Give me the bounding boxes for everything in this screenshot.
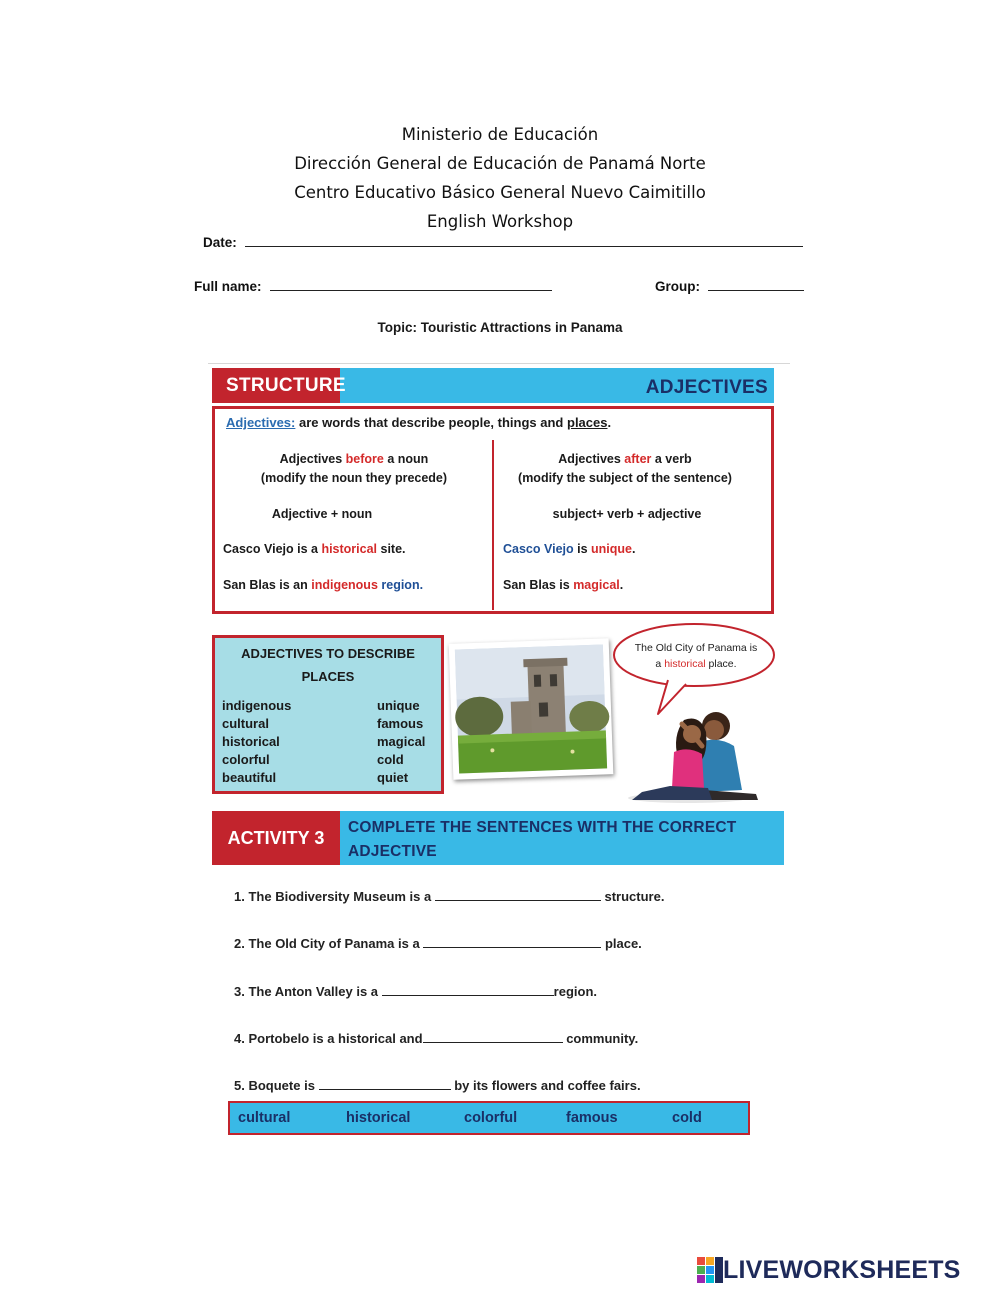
blank-5-input[interactable] (319, 1077, 451, 1090)
left-heading-c: a noun (383, 452, 429, 466)
definition-text (226, 415, 611, 430)
left-ex1-adjective: historical (321, 542, 378, 556)
list-item: cold (377, 752, 404, 767)
right-ex2-subject: San Blas (503, 578, 556, 592)
list-item: magical (377, 734, 426, 749)
right-heading-line (492, 450, 758, 469)
sentence-before: The Biodiversity Museum is a (248, 889, 432, 904)
word-bank (228, 1101, 750, 1135)
top-rule (208, 363, 790, 364)
liveworksheets-logo-text: LIVEWORKSHEETS (723, 1255, 961, 1284)
bubble-line-2 (618, 656, 774, 672)
sentence-number: 3. (234, 984, 245, 999)
institution-header (0, 120, 1000, 236)
right-example-1 (503, 542, 635, 556)
sentence-number: 5. (234, 1078, 245, 1093)
list-item: quiet (377, 770, 409, 785)
list-item: famous (377, 716, 424, 731)
right-example-2 (503, 578, 623, 592)
right-ex1-verb: is (573, 542, 592, 556)
date-row (203, 234, 803, 252)
adjectives-list-title (212, 642, 444, 688)
left-example-2 (223, 578, 423, 592)
list-item: colorful (222, 752, 270, 767)
liveworksheets-logo-icon (697, 1257, 723, 1283)
sentence-number: 1. (234, 889, 245, 904)
bubble-line2-c: place. (705, 658, 737, 670)
activity-label: ACTIVITY 3 (212, 811, 340, 865)
group-label: Group: (655, 279, 700, 294)
right-ex2-adjective: magical (573, 578, 620, 592)
date-label: Date: (203, 235, 237, 250)
structure-label: STRUCTURE (212, 368, 340, 403)
right-formula: subject+ verb + adjective (552, 507, 702, 521)
left-example-1 (223, 542, 406, 556)
header-school: Centro Educativo Básico General Nuevo Caimitillo (294, 183, 706, 202)
word-bank-item[interactable]: cold (672, 1110, 702, 1126)
left-ex2-a: San Blas is an (223, 578, 312, 592)
right-heading-after: after (624, 452, 652, 466)
sentence-3 (234, 983, 597, 999)
sentence-after: structure. (604, 889, 665, 904)
group-row (655, 278, 804, 296)
left-heading-before: before (345, 452, 384, 466)
sentence-after: place. (604, 936, 642, 951)
sentence-before: The Anton Valley is a (248, 984, 379, 999)
sentence-after: by its flowers and coffee fairs. (454, 1078, 641, 1093)
sentence-1 (234, 888, 664, 904)
sentence-number: 4. (234, 1031, 245, 1046)
right-ex1-adjective: unique (591, 542, 632, 556)
right-ex1-subject: Casco Viejo (503, 542, 574, 556)
right-ex1-end: . (631, 542, 636, 556)
blank-4-input[interactable] (423, 1030, 563, 1043)
old-city-photo (449, 638, 614, 780)
name-row (194, 278, 552, 296)
sentence-2 (234, 935, 642, 951)
left-ex2-adjective: indigenous (311, 578, 378, 592)
ruins-image (449, 638, 614, 780)
left-column-heading (218, 450, 490, 488)
word-bank-item[interactable]: colorful (464, 1110, 518, 1126)
sentence-before: Portobelo is a historical and (248, 1031, 423, 1046)
list-item: indigenous (222, 698, 292, 713)
right-heading-c: a verb (651, 452, 692, 466)
full-name-label: Full name: (194, 279, 262, 294)
sentence-after: region. (553, 984, 597, 999)
sentence-4 (234, 1030, 638, 1046)
left-ex1-a: Casco Viejo is a (223, 542, 322, 556)
adjectives-title-line-1: ADJECTIVES TO DESCRIBE (241, 646, 415, 661)
adjectives-title-line-2: PLACES (301, 669, 355, 684)
sentence-5 (234, 1077, 641, 1093)
sentence-before: The Old City of Panama is a (248, 936, 420, 951)
sentence-before: Boquete is (248, 1078, 315, 1093)
topic-heading: Topic: Touristic Attractions in Panama (377, 320, 623, 335)
list-item: unique (377, 698, 420, 713)
word-bank-item[interactable]: cultural (238, 1110, 291, 1126)
activity-title: COMPLETE THE SENTENCES WITH THE CORRECT ADJECTIVE (348, 819, 737, 860)
right-column-heading (492, 450, 758, 488)
sentence-after: community. (566, 1031, 639, 1046)
header-workshop: English Workshop (426, 212, 574, 231)
adjectives-left-list (222, 697, 291, 787)
right-subheading: (modify the subject of the sentence) (518, 471, 732, 485)
left-heading-a: Adjectives (279, 452, 346, 466)
full-name-field[interactable] (270, 278, 552, 291)
list-item: cultural (222, 716, 269, 731)
list-item: beautiful (222, 770, 277, 785)
definition-body: are words that describe people, things and (295, 415, 567, 430)
right-ex2-end: . (619, 578, 624, 592)
left-heading-line (218, 450, 490, 469)
sentence-number: 2. (234, 936, 245, 951)
definition-end: . (607, 415, 612, 430)
right-heading-a: Adjectives (558, 452, 625, 466)
blank-3-input[interactable] (382, 983, 554, 996)
definition-term: Adjectives: (226, 415, 296, 430)
adjectives-right-list (377, 697, 425, 787)
left-formula: Adjective + noun (271, 507, 373, 521)
word-bank-item[interactable]: historical (346, 1110, 411, 1126)
left-ex2-c: region. (377, 578, 424, 592)
blank-2-input[interactable] (423, 935, 601, 948)
group-field[interactable] (708, 278, 804, 291)
left-subheading: (modify the noun they precede) (260, 471, 448, 485)
word-bank-item[interactable]: famous (566, 1110, 618, 1126)
liveworksheets-logo[interactable] (697, 1255, 961, 1285)
bubble-line-1: The Old City of Panama is (634, 642, 758, 654)
blank-1-input[interactable] (435, 888, 601, 901)
definition-places: places (567, 415, 608, 430)
date-field[interactable] (245, 234, 803, 247)
header-direction: Dirección General de Educación de Panamá Norte (294, 154, 706, 173)
adjectives-label: ADJECTIVES (645, 377, 768, 398)
header-ministry: Ministerio de Educación (401, 125, 599, 144)
speech-bubble-text (618, 640, 774, 672)
left-ex1-c: site. (377, 542, 406, 556)
right-ex2-verb: is (555, 578, 574, 592)
bubble-line2-a: a (655, 658, 665, 670)
list-item: historical (222, 734, 280, 749)
bubble-line2-adjective: historical (664, 658, 706, 670)
